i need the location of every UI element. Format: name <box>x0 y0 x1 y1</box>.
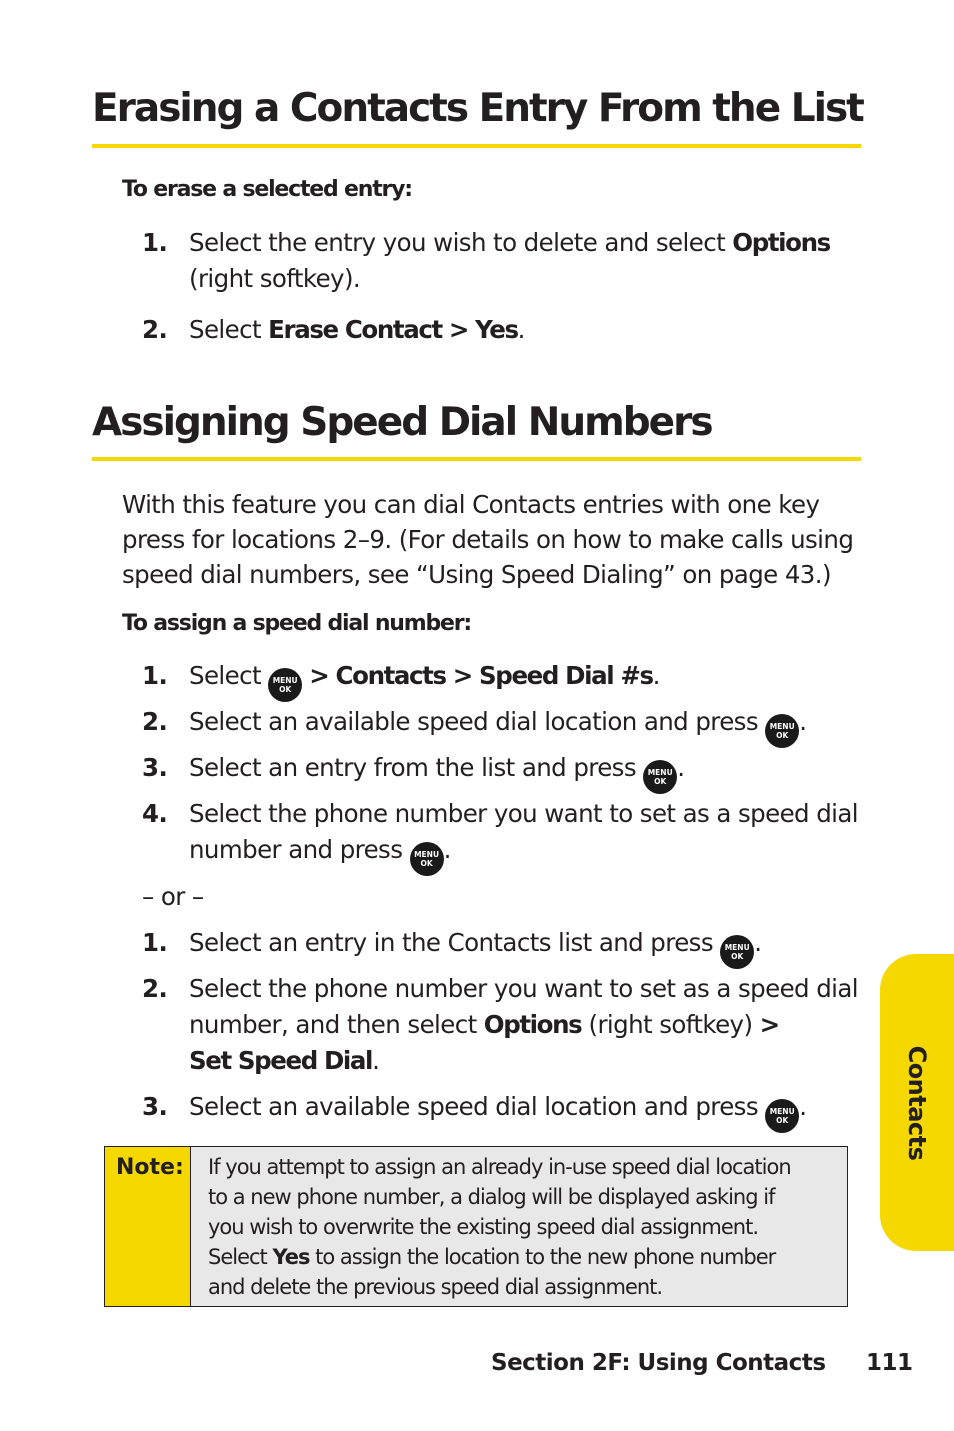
step-number: 4. <box>142 799 168 828</box>
contacts-side-tab <box>880 954 954 1251</box>
alt-step-2 <box>142 971 862 1081</box>
menu-path: > Contacts > Speed Dial #s <box>302 661 653 690</box>
step-end: . <box>652 661 660 690</box>
step-end: . <box>799 1092 807 1121</box>
section-title-speed-dial: Assigning Speed Dial Numbers <box>92 400 712 445</box>
step-text: Select the phone number you want to set as a speed dial <box>189 974 858 1003</box>
key-bottom-label: OK <box>776 731 789 740</box>
assign-step-2 <box>142 704 862 744</box>
note-label: Note: <box>105 1147 191 1306</box>
step-number: 1. <box>142 661 168 690</box>
subheading-erase: To erase a selected entry: <box>122 177 412 202</box>
step-text: Select an available speed dial location and press <box>189 1092 766 1121</box>
step-text: Select an available speed dial location and press <box>189 707 766 736</box>
options-label: Options <box>483 1010 582 1039</box>
key-bottom-label: OK <box>654 777 667 786</box>
step-number: 1. <box>142 928 168 957</box>
step-number: 2. <box>142 974 168 1003</box>
key-top-label: MENU <box>769 1107 795 1116</box>
erase-step-1 <box>142 225 862 305</box>
path-separator: > <box>759 1010 779 1039</box>
footer-section: Section 2F: Using Contacts <box>491 1350 826 1376</box>
menu-ok-key-icon <box>268 668 302 702</box>
side-tab-label: Contacts <box>903 1045 931 1160</box>
note-line: If you attempt to assign an already in-use speed dial location <box>208 1155 791 1179</box>
step-text: Select an entry from the list and press <box>189 753 644 782</box>
key-bottom-label: OK <box>279 685 292 694</box>
key-top-label: MENU <box>414 850 440 859</box>
note-line: to a new phone number, a dialog will be displayed asking if <box>208 1185 775 1209</box>
step-number: 3. <box>142 753 168 782</box>
step-end: . <box>517 315 525 344</box>
title-rule <box>92 144 861 148</box>
menu-ok-key-icon <box>765 1099 799 1133</box>
title-rule <box>92 457 861 461</box>
intro-line: press for locations 2–9. (For details on how to make calls using <box>122 525 854 554</box>
key-top-label: MENU <box>272 676 298 685</box>
erase-contact-path: Erase Contact > Yes <box>268 315 518 344</box>
intro-paragraph <box>122 487 862 592</box>
step-end: . <box>443 835 451 864</box>
key-top-label: MENU <box>724 943 750 952</box>
menu-ok-key-icon <box>765 714 799 748</box>
note-text <box>208 1152 838 1302</box>
note-line: and delete the previous speed dial assignment. <box>208 1275 663 1299</box>
set-speed-dial-label: Set Speed Dial <box>189 1046 373 1075</box>
step-text-cont: (right softkey) <box>581 1010 760 1039</box>
menu-ok-key-icon <box>643 760 677 794</box>
step-text: Select an entry in the Contacts list and press <box>189 928 721 957</box>
key-bottom-label: OK <box>731 952 744 961</box>
step-text: Select <box>189 315 269 344</box>
step-text-cont: number, and then select <box>189 1010 484 1039</box>
note-line: to assign the location to the new phone number <box>309 1245 776 1269</box>
note-box <box>104 1146 848 1307</box>
intro-line: With this feature you can dial Contacts entries with one key <box>122 490 820 519</box>
or-separator: – or – <box>142 882 204 911</box>
assign-step-4 <box>142 796 862 872</box>
alt-step-3 <box>142 1089 862 1129</box>
step-end: . <box>754 928 762 957</box>
step-number: 1. <box>142 228 168 257</box>
key-top-label: MENU <box>769 722 795 731</box>
step-text: Select <box>189 661 269 690</box>
step-end: . <box>799 707 807 736</box>
step-end: . <box>372 1046 380 1075</box>
step-number: 2. <box>142 315 168 344</box>
menu-ok-key-icon <box>410 842 444 876</box>
step-text-cont: number and press <box>189 835 410 864</box>
options-label: Options <box>732 228 830 257</box>
step-number: 3. <box>142 1092 168 1121</box>
key-top-label: MENU <box>647 768 673 777</box>
step-text: Select the entry you wish to delete and select <box>189 228 733 257</box>
key-bottom-label: OK <box>776 1116 789 1125</box>
yes-label: Yes <box>272 1245 310 1269</box>
erase-step-2 <box>142 312 862 352</box>
assign-step-1 <box>142 658 862 698</box>
alt-step-1 <box>142 925 862 965</box>
intro-line: speed dial numbers, see “Using Speed Dialing” on page 43.) <box>122 560 831 589</box>
key-bottom-label: OK <box>420 859 433 868</box>
step-text-cont: (right softkey). <box>189 264 361 293</box>
section-title-erasing: Erasing a Contacts Entry From the List <box>92 86 863 131</box>
subheading-assign: To assign a speed dial number: <box>122 611 472 636</box>
note-line: you wish to overwrite the existing speed dial assignment. <box>208 1215 759 1239</box>
step-end: . <box>677 753 685 782</box>
assign-step-3 <box>142 750 862 790</box>
note-line: Select <box>208 1245 273 1269</box>
menu-ok-key-icon <box>720 935 754 969</box>
step-number: 2. <box>142 707 168 736</box>
page-number: 111 <box>866 1350 913 1376</box>
step-text: Select the phone number you want to set as a speed dial <box>189 799 858 828</box>
